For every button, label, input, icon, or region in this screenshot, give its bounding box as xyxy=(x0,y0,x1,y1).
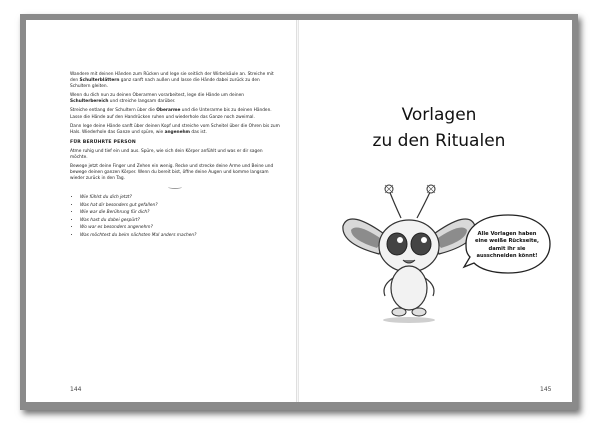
list-item: • Wo war es besonders angenehm? xyxy=(80,225,280,231)
page-number-left: 144 xyxy=(70,386,82,393)
paragraph-2: Wenn du dich nun zu deinen Oberarmen vorarbeitest, lege die Hände um deinen Schulterbereich und streiche langsam darüber. xyxy=(70,93,244,105)
speech-bubble-text: Alle Vorlagen haben eine weiße Rückseite, damit ihr sie ausschneiden könnt! xyxy=(474,231,540,260)
section-paragraph-2: Bewege jetzt deine Finger und Zehen ein wenig. Recke und strecke deine Arme und Beine und bewege deinen ganzen Körper. Wenn du bereit bist, öffne deine Augen und komme langsam wieder zurück in den Tag. xyxy=(70,164,274,182)
list-item: • Wie fühlst du dich jetzt? xyxy=(80,195,280,201)
paragraph-4: Dann lege deine Hände sanft über deinen Kopf und streiche vom Scheitel über die Ohren bis zum Hals. Wiederhole das Ganze und spüre, wie angenehm das ist. xyxy=(70,123,280,135)
page-title-line-2: zu den Ritualen xyxy=(372,131,506,151)
page-title-line-1: Vorlagen xyxy=(401,105,477,125)
paragraph-3: Streiche entlang der Schultern über die Oberarme und die Unterarme bis zu deinen Händen. Lasse die Hände auf den Handrücken ruhen und wiederhole das Ganze noch zweimal. xyxy=(70,108,272,120)
section-paragraph-1: Atme ruhig und tief ein und aus. Spüre, wie sich dein Körper anfühlt und was er dir sagen möchte. xyxy=(70,148,263,161)
right-page xyxy=(299,20,572,402)
cartoon-creature-illustration xyxy=(339,178,479,328)
open-book xyxy=(20,14,578,410)
section-title: FÜR BERÜHRTE PERSON xyxy=(70,139,136,145)
list-item: • Was möchtest du beim nächsten Mal anders machen? xyxy=(80,233,280,239)
left-page xyxy=(26,20,296,402)
question-list xyxy=(70,195,280,239)
list-item: • Was hast du dabei gespürt? xyxy=(80,218,280,224)
paragraph-1: Wandere mit deinen Händen zum Rücken und lege sie seitlich der Wirbelsäule an. Streiche mit den Schulterblättern ganz sanft nach außen und lasse die Hände dabei zurück zu den Schultern gleiten. xyxy=(70,72,274,90)
list-item: • Wie war die Berührung für dich? xyxy=(80,210,280,216)
list-item: • Was hat dir besonders gut gefallen? xyxy=(80,203,280,209)
left-page-text xyxy=(70,72,280,240)
ornament-divider xyxy=(168,185,182,189)
page-number-right: 145 xyxy=(540,386,552,393)
